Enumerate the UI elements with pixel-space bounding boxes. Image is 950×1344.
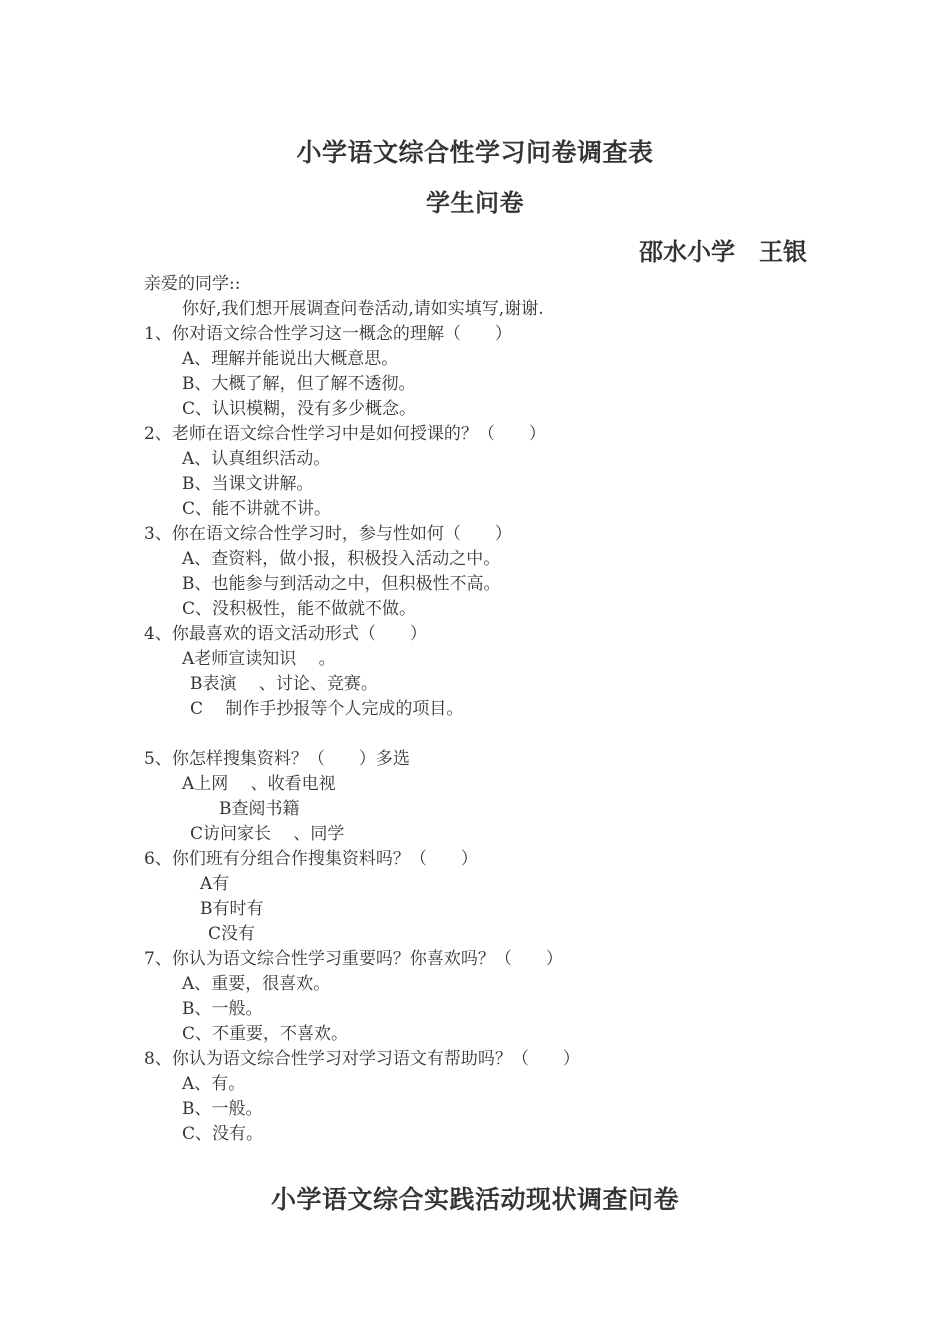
author-line: 邵水小学 王银 [639,237,807,266]
question-6: 6、你们班有分组合作搜集资料吗？（ ） [144,849,478,869]
question-6-option-b: B有时有 [200,899,264,919]
question-1-option-c: C、认识模糊，没有多少概念。 [182,399,417,419]
question-5-option-c: C访问家长 、同学 [190,824,345,844]
greeting: 亲爱的同学:: [144,274,241,294]
question-2-option-a: A、认真组织活动。 [182,449,331,469]
question-8-option-c: C、没有。 [182,1124,264,1144]
question-4-option-c: C 制作手抄报等个人完成的项目。 [190,699,464,719]
question-4-option-a: A老师宣读知识 。 [182,649,336,669]
question-7-option-c: C、不重要，不喜欢。 [182,1024,349,1044]
document-subtitle: 学生问卷 [426,188,524,217]
questionnaire-body [144,272,844,1147]
blank-line [144,722,844,747]
next-section-title: 小学语文综合实践活动现状调查问卷 [270,1185,679,1214]
question-1-option-b: B、大概了解，但了解不透彻。 [182,374,416,394]
question-8: 8、你认为语文综合性学习对学习语文有帮助吗？（ ） [144,1049,580,1069]
question-6-option-a: A有 [200,874,230,894]
question-1-option-a: A、理解并能说出大概意思。 [182,349,399,369]
question-8-option-b: B、一般。 [182,1099,263,1119]
question-5-option-a: A上网 、收看电视 [182,774,336,794]
question-3-option-c: C、没积极性，能不做就不做。 [182,599,417,619]
question-7-option-b: B、一般。 [182,999,263,1019]
question-5-option-b: B查阅书籍 [219,799,300,819]
question-6-option-c: C没有 [208,924,256,944]
question-3-option-a: A、查资料，做小报，积极投入活动之中。 [182,549,501,569]
question-7: 7、你认为语文综合性学习重要吗？你喜欢吗？（ ） [144,949,563,969]
intro-message: 你好,我们想开展调查问卷活动,请如实填写,谢谢. [182,299,544,319]
question-2-option-b: B、当课文讲解。 [182,474,314,494]
question-8-option-a: A、有。 [182,1074,246,1094]
question-3: 3、你在语文综合性学习时，参与性如何（ ） [144,524,512,544]
question-7-option-a: A、重要，很喜欢。 [182,974,331,994]
question-4: 4、你最喜欢的语文活动形式（ ） [144,624,427,644]
question-3-option-b: B、也能参与到活动之中，但积极性不高。 [182,574,501,594]
question-2: 2、老师在语文综合性学习中是如何授课的？（ ） [144,424,546,444]
document-title: 小学语文综合性学习问卷调查表 [296,138,654,167]
question-1: 1、你对语文综合性学习这一概念的理解（ ） [144,324,512,344]
question-4-option-b: B表演 、讨论、竞赛。 [190,674,378,694]
question-5: 5、你怎样搜集资料？（ ）多选 [144,749,410,769]
question-2-option-c: C、能不讲就不讲。 [182,499,332,519]
